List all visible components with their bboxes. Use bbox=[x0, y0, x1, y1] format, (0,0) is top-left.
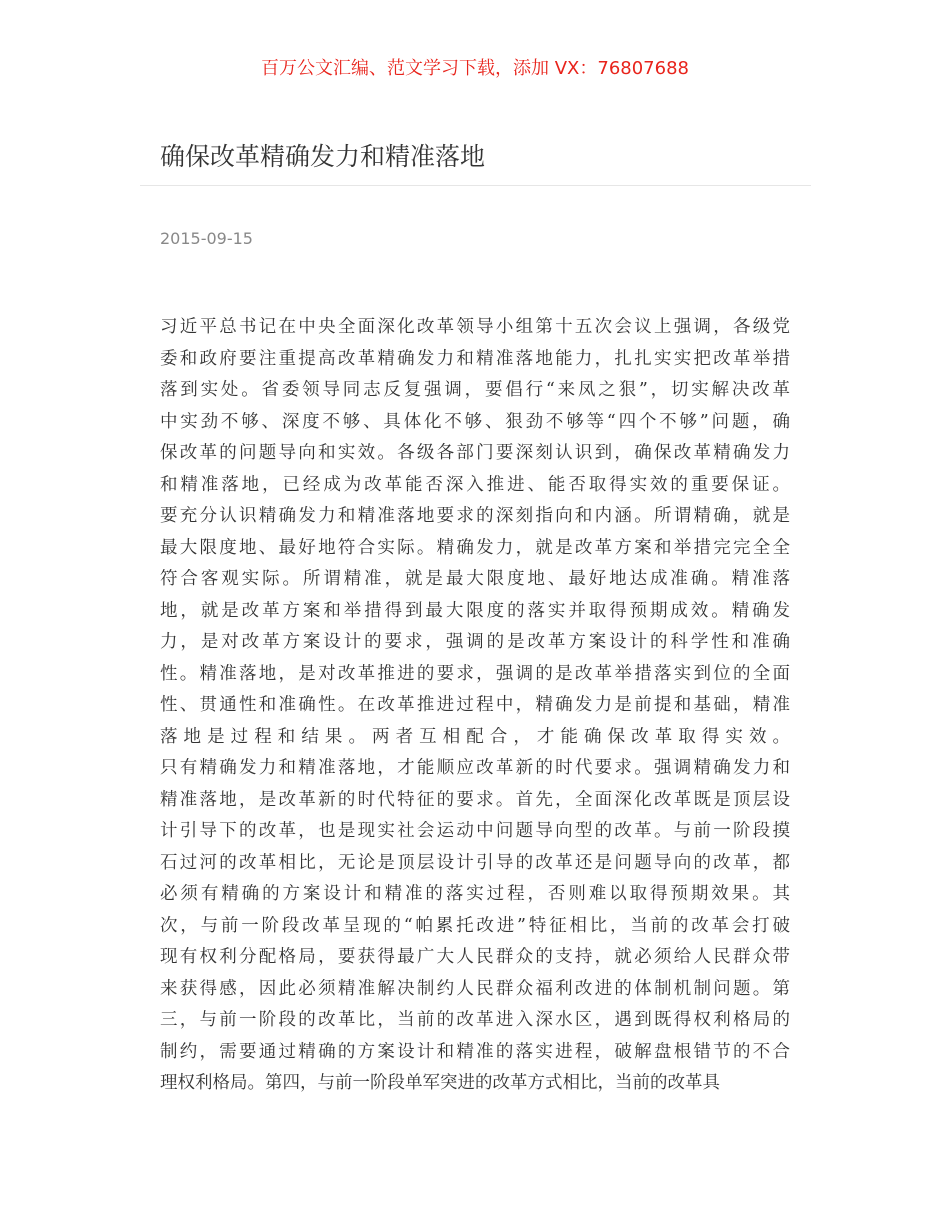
body-line: 必须有精确的方案设计和精准的落实过程，否则难以取得预期效果。其 bbox=[160, 884, 790, 904]
body-line: 性。精准落地，是对改革推进的要求，强调的是改革举措落实到位的全面 bbox=[160, 663, 790, 684]
body-line: 精准落地，是改革新的时代特征的要求。首先，全面深化改革既是顶层设 bbox=[160, 789, 790, 810]
body-line: 落地是过程和结果。两者互相配合，才能确保改革取得实效。 bbox=[160, 726, 790, 747]
watermark-banner: 百万公文汇编、范文学习下载，添加 VX：76807688 bbox=[261, 58, 689, 79]
body-line: 习近平总书记在中央全面深化改革领导小组第十五次会议上强调，各级党 bbox=[160, 317, 790, 337]
body-line: 性、贯通性和准确性。在改革推进过程中，精确发力是前提和基础，精准 bbox=[160, 695, 790, 715]
publish-date: 2015-09-15 bbox=[160, 229, 253, 248]
body-line: 最大限度地、最好地符合实际。精确发力，就是改革方案和举措完完全全 bbox=[160, 537, 790, 558]
body-line: 中实劲不够、深度不够、具体化不够、狠劲不够等“四个不够”问题，确 bbox=[160, 411, 790, 432]
body-line: 和精准落地，已经成为改革能否深入推进、能否取得实效的重要保证。 bbox=[160, 474, 790, 495]
body-line: 力，是对改革方案设计的要求，强调的是改革方案设计的科学性和准确 bbox=[160, 632, 790, 652]
body-line: 理权利格局。第四，与前一阶段单军突进的改革方式相比，当前的改革具 bbox=[160, 1073, 720, 1093]
body-line: 符合客观实际。所谓精准，就是最大限度地、最好地达成准确。精准落 bbox=[160, 569, 790, 589]
body-line: 计引导下的改革，也是现实社会运动中问题导向型的改革。与前一阶段摸 bbox=[160, 821, 790, 841]
body-line: 地，就是改革方案和举措得到最大限度的落实并取得预期成效。精确发 bbox=[160, 600, 790, 621]
body-line: 保改革的问题导向和实效。各级各部门要深刻认识到，确保改革精确发力 bbox=[160, 443, 790, 463]
body-line: 三，与前一阶段的改革比，当前的改革进入深水区，遇到既得权利格局的 bbox=[160, 1010, 790, 1030]
body-line: 石过河的改革相比，无论是顶层设计引导的改革还是问题导向的改革，都 bbox=[160, 852, 790, 873]
article-title: 确保改革精确发力和精准落地 bbox=[160, 142, 486, 171]
body-line: 现有权利分配格局，要获得最广大人民群众的支持，就必须给人民群众带 bbox=[160, 947, 790, 967]
body-line: 要充分认识精确发力和精准落地要求的深刻指向和内涵。所谓精确，就是 bbox=[160, 506, 790, 526]
body-line: 落到实处。省委领导同志反复强调，要倡行“来凤之狠”，切实解决改革 bbox=[160, 380, 790, 400]
article-body bbox=[160, 312, 790, 1100]
body-line: 来获得感，因此必须精准解决制约人民群众福利改进的体制机制问题。第 bbox=[160, 978, 790, 999]
body-line: 制约，需要通过精确的方案设计和精准的落实进程，破解盘根错节的不合 bbox=[160, 1041, 790, 1062]
body-line: 只有精确发力和精准落地，才能顺应改革新的时代要求。强调精确发力和 bbox=[160, 758, 790, 778]
body-line: 次，与前一阶段改革呈现的“帕累托改进”特征相比，当前的改革会打破 bbox=[160, 915, 790, 936]
body-line: 委和政府要注重提高改革精确发力和精准落地能力，扎扎实实把改革举措 bbox=[160, 348, 790, 369]
title-divider bbox=[140, 185, 811, 186]
